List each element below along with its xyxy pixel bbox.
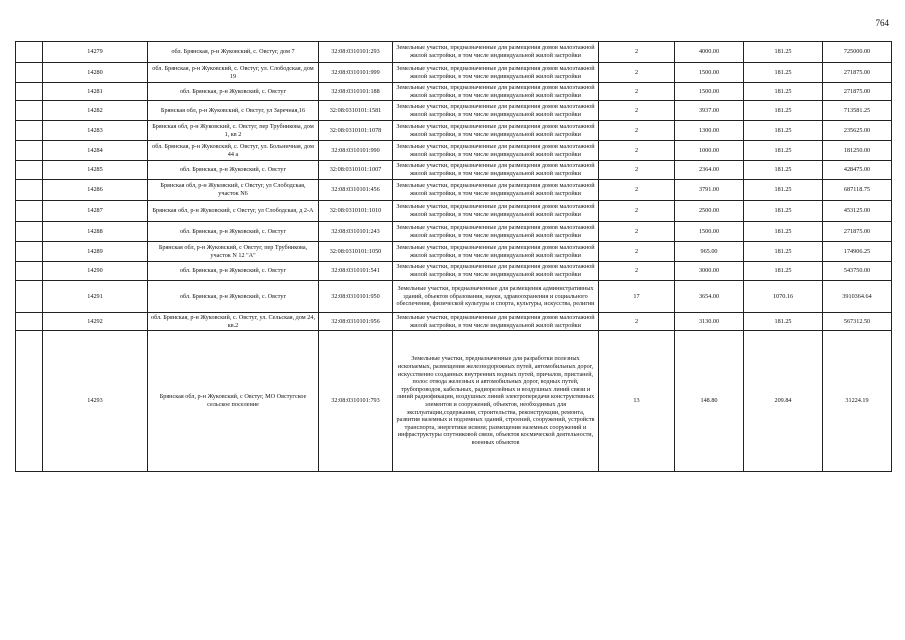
cadastral-value-cell: 31224.19 (823, 331, 892, 472)
table-row (16, 262, 892, 281)
group-cell: 2 (599, 83, 675, 101)
cadastral-value-cell: 181250.00 (823, 141, 892, 161)
cadastral-number-cell: 32:08:0310101:1581 (319, 101, 393, 121)
table-row (16, 101, 892, 121)
land-use-cell: Земельные участки, предназначенные для разработки полезных ископаемых, размещения железнодорожных путей, автомобильных дорог, искусственно созданных внутренних водных путей, причалов, пристаней, полос отвода железных и автомобильных дорог, водных путей, трубопроводов, кабельных, радиорелейных и воздушных линий связи и линий радиофикации, воздушных линий электропередачи конструктивных элементов и сооружений, объектов, необходимых для эксплуатации,содержания, строительства, реконструкции, ремонта, развития наземных и подземных зданий, строений, сооружений, устройств транспорта, энергетики исвязи; размещения наземных сооружений и инфраструктуры спутниковой связи, объектов космической деятельности, военных объектов (393, 331, 599, 472)
group-cell: 2 (599, 313, 675, 331)
address-cell: обл. Брянская, р-н Жуковский, с. Овстуг (148, 281, 319, 313)
cadastral-number-cell: 32:08:0310101:1007 (319, 161, 393, 180)
blank-cell (16, 313, 43, 331)
area-cell: 3130.00 (675, 313, 744, 331)
group-cell: 2 (599, 161, 675, 180)
row-number-cell: 14287 (43, 201, 148, 222)
table-row (16, 161, 892, 180)
rate-cell: 1070.16 (744, 281, 823, 313)
rate-cell: 181.25 (744, 180, 823, 201)
rate-cell: 181.25 (744, 242, 823, 262)
cadastral-number-cell: 32:08:0310101:456 (319, 180, 393, 201)
blank-cell (16, 83, 43, 101)
address-cell: Брянская обл, р-н Жуковский, с Овстуг, МО Овстугское сельское поселение (148, 331, 319, 472)
cadastral-value-cell: 3910364.64 (823, 281, 892, 313)
cadastral-value-cell: 713581.25 (823, 101, 892, 121)
cadastral-value-cell: 453125.00 (823, 201, 892, 222)
address-cell: обл. Брянская, р-н Жуковский, с. Овстуг (148, 262, 319, 281)
area-cell: 2364.00 (675, 161, 744, 180)
group-cell: 2 (599, 141, 675, 161)
land-use-cell: Земельные участки, предназначенные для размещения домов малоэтажной жилой застройки, в том числе индивидуальной жилой застройки (393, 313, 599, 331)
rate-cell: 181.25 (744, 42, 823, 63)
group-cell: 13 (599, 331, 675, 472)
rate-cell: 181.25 (744, 201, 823, 222)
cadastral-number-cell: 32:08:0310101:1050 (319, 242, 393, 262)
blank-cell (16, 101, 43, 121)
row-number-cell: 14293 (43, 331, 148, 472)
group-cell: 2 (599, 180, 675, 201)
cadastral-number-cell: 32:08:0310101:956 (319, 313, 393, 331)
cadastral-value-cell: 567312.50 (823, 313, 892, 331)
rate-cell: 181.25 (744, 63, 823, 83)
address-cell: обл. Брянская, р-н Жуковский, с. Овстуг, дом 7 (148, 42, 319, 63)
table-row (16, 313, 892, 331)
cadastral-value-table (15, 41, 892, 472)
group-cell: 2 (599, 222, 675, 242)
rate-cell: 181.25 (744, 83, 823, 101)
blank-cell (16, 121, 43, 141)
row-number-cell: 14290 (43, 262, 148, 281)
address-cell: Брянская обл, р-н Жуковский, с Овстуг, ул Слободская, д 2-А (148, 201, 319, 222)
table-row (16, 141, 892, 161)
land-use-cell: Земельные участки, предназначенные для размещения домов малоэтажной жилой застройки, в том числе индивидуальной жилой застройки (393, 201, 599, 222)
land-use-cell: Земельные участки, предназначенные для размещения домов малоэтажной жилой застройки, в том числе индивидуальной жилой застройки (393, 141, 599, 161)
table-row (16, 281, 892, 313)
address-cell: Брянская обл, р-н Жуковский, с Овстуг, ул Слободская, участок N6 (148, 180, 319, 201)
land-use-cell: Земельные участки, предназначенные для размещения домов малоэтажной жилой застройки, в том числе индивидуальной жилой застройки (393, 83, 599, 101)
area-cell: 1500.00 (675, 83, 744, 101)
land-use-cell: Земельные участки, предназначенные для размещения домов малоэтажной жилой застройки, в том числе индивидуальной жилой застройки (393, 180, 599, 201)
group-cell: 2 (599, 63, 675, 83)
cadastral-number-cell: 32:08:0310101:990 (319, 141, 393, 161)
land-use-cell: Земельные участки, предназначенные для размещения домов малоэтажной жилой застройки, в том числе индивидуальной жилой застройки (393, 101, 599, 121)
cadastral-number-cell: 32:08:0310101:999 (319, 63, 393, 83)
blank-cell (16, 63, 43, 83)
blank-cell (16, 222, 43, 242)
cadastral-value-cell: 428475.00 (823, 161, 892, 180)
blank-cell (16, 180, 43, 201)
cadastral-value-cell: 174906.25 (823, 242, 892, 262)
land-use-cell: Земельные участки, предназначенные для размещения домов малоэтажной жилой застройки, в том числе индивидуальной жилой застройки (393, 161, 599, 180)
area-cell: 3937.00 (675, 101, 744, 121)
rate-cell: 181.25 (744, 161, 823, 180)
table-row (16, 121, 892, 141)
cadastral-number-cell: 32:08:0310101:1010 (319, 201, 393, 222)
address-cell: обл. Брянская, р-н Жуковский, с. Овстуг (148, 161, 319, 180)
address-cell: обл. Брянская, р-н Жуковский, с. Овстуг, ул. Сельская, дом 24, кв.2 (148, 313, 319, 331)
row-number-cell: 14284 (43, 141, 148, 161)
blank-cell (16, 201, 43, 222)
blank-cell (16, 42, 43, 63)
group-cell: 2 (599, 42, 675, 63)
land-use-cell: Земельные участки, предназначенные для размещения домов малоэтажной жилой застройки, в том числе индивидуальной жилой застройки (393, 121, 599, 141)
row-number-cell: 14281 (43, 83, 148, 101)
cadastral-number-cell: 32:08:0310101:950 (319, 281, 393, 313)
cadastral-number-cell: 32:08:0310101:793 (319, 331, 393, 472)
area-cell: 3791.00 (675, 180, 744, 201)
cadastral-value-cell: 271875.00 (823, 83, 892, 101)
address-cell: Брянская обл, р-н Жуковский, с Овстуг, ул Заречная,16 (148, 101, 319, 121)
table-row (16, 222, 892, 242)
table-row (16, 331, 892, 472)
cadastral-value-cell: 687118.75 (823, 180, 892, 201)
area-cell: 1000.00 (675, 141, 744, 161)
table-row (16, 180, 892, 201)
row-number-cell: 14288 (43, 222, 148, 242)
land-use-cell: Земельные участки, предназначенные для размещения домов малоэтажной жилой застройки, в том числе индивидуальной жилой застройки (393, 222, 599, 242)
row-number-cell: 14291 (43, 281, 148, 313)
rate-cell: 181.25 (744, 141, 823, 161)
rate-cell: 209.84 (744, 331, 823, 472)
table-row (16, 42, 892, 63)
blank-cell (16, 141, 43, 161)
land-use-cell: Земельные участки, предназначенные для размещения домов малоэтажной жилой застройки, в том числе индивидуальной жилой застройки (393, 262, 599, 281)
blank-cell (16, 262, 43, 281)
table-row (16, 83, 892, 101)
row-number-cell: 14289 (43, 242, 148, 262)
table-row (16, 242, 892, 262)
blank-cell (16, 242, 43, 262)
cadastral-value-cell: 271875.00 (823, 222, 892, 242)
land-use-cell: Земельные участки, предназначенные для размещения домов малоэтажной жилой застройки, в том числе индивидуальной жилой застройки (393, 42, 599, 63)
cadastral-value-cell: 543750.00 (823, 262, 892, 281)
rate-cell: 181.25 (744, 262, 823, 281)
rate-cell: 181.25 (744, 121, 823, 141)
blank-cell (16, 161, 43, 180)
row-number-cell: 14279 (43, 42, 148, 63)
group-cell: 2 (599, 242, 675, 262)
address-cell: обл. Брянская, р-н Жуковский, с. Овстуг, ул. Больничная, дом 44 а (148, 141, 319, 161)
area-cell: 3000.00 (675, 262, 744, 281)
blank-cell (16, 331, 43, 472)
area-cell: 1500.00 (675, 63, 744, 83)
area-cell: 965.00 (675, 242, 744, 262)
land-use-cell: Земельные участки, предназначенные для размещения домов малоэтажной жилой застройки, в том числе индивидуальной жилой застройки (393, 242, 599, 262)
cadastral-number-cell: 32:08:0310101:243 (319, 222, 393, 242)
rate-cell: 181.25 (744, 313, 823, 331)
area-cell: 3654.00 (675, 281, 744, 313)
land-use-cell: Земельные участки, предназначенные для размещения домов малоэтажной жилой застройки, в том числе индивидуальной жилой застройки (393, 63, 599, 83)
area-cell: 148.80 (675, 331, 744, 472)
group-cell: 2 (599, 121, 675, 141)
blank-cell (16, 281, 43, 313)
table-body (16, 42, 892, 472)
cadastral-number-cell: 32:08:0310101:188 (319, 83, 393, 101)
table-row (16, 63, 892, 83)
row-number-cell: 14282 (43, 101, 148, 121)
address-cell: Брянская обл, р-н Жуковский, с Овстуг, пер Трубникова, участок N 12 "А" (148, 242, 319, 262)
table-row (16, 201, 892, 222)
rate-cell: 181.25 (744, 101, 823, 121)
area-cell: 1500.00 (675, 222, 744, 242)
rate-cell: 181.25 (744, 222, 823, 242)
cadastral-number-cell: 32:08:0310101:293 (319, 42, 393, 63)
group-cell: 2 (599, 262, 675, 281)
area-cell: 2500.00 (675, 201, 744, 222)
row-number-cell: 14292 (43, 313, 148, 331)
address-cell: обл. Брянская, р-н Жуковский, с. Овстуг, ул. Слободская, дом 19 (148, 63, 319, 83)
cadastral-value-cell: 235625.00 (823, 121, 892, 141)
row-number-cell: 14283 (43, 121, 148, 141)
group-cell: 2 (599, 101, 675, 121)
address-cell: обл. Брянская, р-н Жуковский, с. Овстуг (148, 83, 319, 101)
address-cell: обл. Брянская, р-н Жуковский, с. Овстуг (148, 222, 319, 242)
row-number-cell: 14285 (43, 161, 148, 180)
group-cell: 2 (599, 201, 675, 222)
address-cell: Брянская обл, р-н Жуковский, с. Овстуг, пер Трубникова, дом 1, кв 2 (148, 121, 319, 141)
row-number-cell: 14280 (43, 63, 148, 83)
cadastral-number-cell: 32:08:0310101:1078 (319, 121, 393, 141)
cadastral-value-cell: 271875.00 (823, 63, 892, 83)
land-use-cell: Земельные участки, предназначенные для размещения административных зданий, объектов образования, науки, здравоохранения и социального обеспечения, физической культуры и спорта, культуры, искусства, религии (393, 281, 599, 313)
area-cell: 4000.00 (675, 42, 744, 63)
group-cell: 17 (599, 281, 675, 313)
cadastral-number-cell: 32:08:0310101:541 (319, 262, 393, 281)
area-cell: 1300.00 (675, 121, 744, 141)
row-number-cell: 14286 (43, 180, 148, 201)
page-number: 764 (875, 18, 889, 28)
cadastral-value-cell: 725000.00 (823, 42, 892, 63)
